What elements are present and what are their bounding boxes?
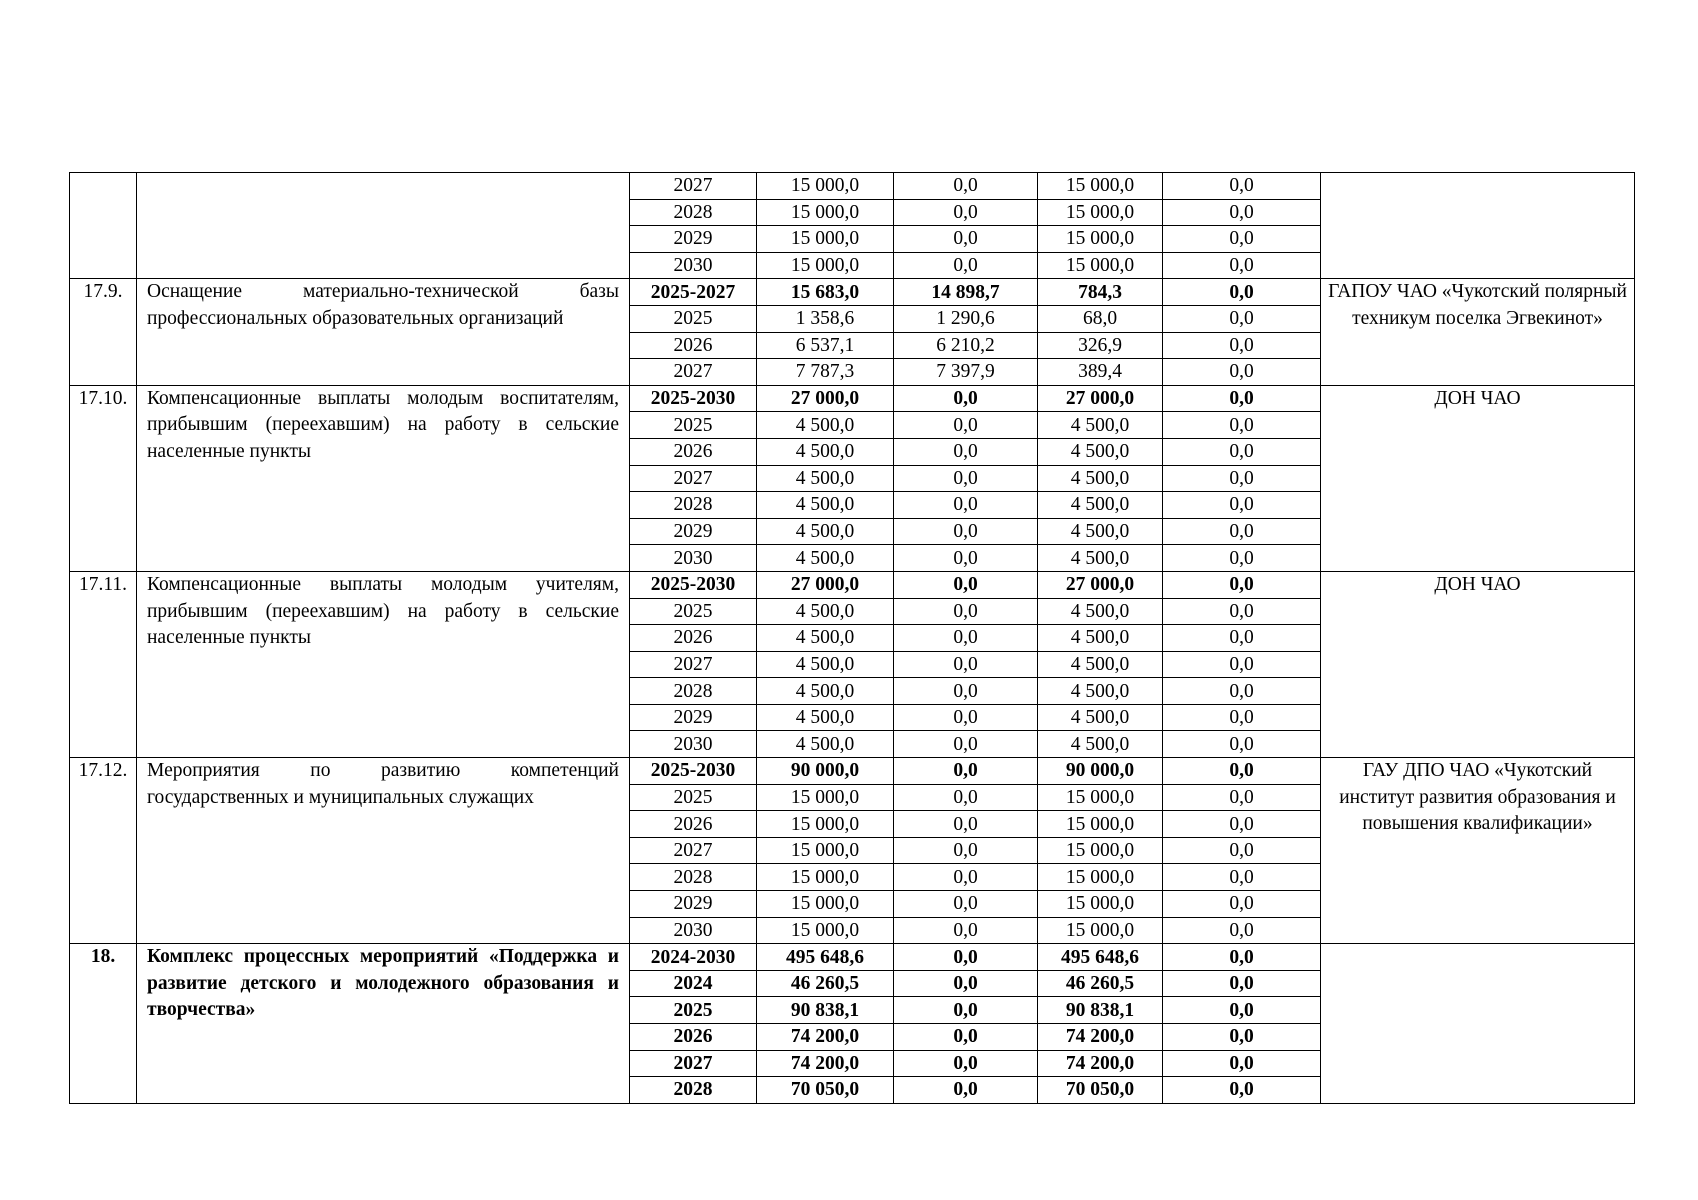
other-sources-cell: 0,0 [1163, 1050, 1321, 1077]
period-cell: 2029 [630, 704, 757, 731]
other-sources-cell: 0,0 [1163, 359, 1321, 386]
total-cell: 4 500,0 [757, 518, 894, 545]
regional-budget-cell: 15 000,0 [1038, 173, 1163, 200]
regional-budget-cell: 74 200,0 [1038, 1050, 1163, 1077]
federal-budget-cell: 0,0 [894, 226, 1038, 253]
regional-budget-cell: 70 050,0 [1038, 1077, 1163, 1104]
period-cell: 2025 [630, 412, 757, 439]
other-sources-cell: 0,0 [1163, 997, 1321, 1024]
other-sources-cell: 0,0 [1163, 305, 1321, 332]
period-cell: 2025 [630, 598, 757, 625]
total-cell: 4 500,0 [757, 704, 894, 731]
federal-budget-cell: 0,0 [894, 997, 1038, 1024]
regional-budget-cell: 90 838,1 [1038, 997, 1163, 1024]
regional-budget-cell: 389,4 [1038, 359, 1163, 386]
federal-budget-cell: 0,0 [894, 252, 1038, 279]
total-cell: 4 500,0 [757, 412, 894, 439]
activity-name [137, 173, 630, 279]
federal-budget-cell: 0,0 [894, 704, 1038, 731]
regional-budget-cell: 4 500,0 [1038, 492, 1163, 519]
federal-budget-cell: 0,0 [894, 1050, 1038, 1077]
activity-name: Оснащение материально-технической базы профессиональных образовательных организаций [137, 279, 630, 385]
other-sources-cell: 0,0 [1163, 811, 1321, 838]
regional-budget-cell: 15 000,0 [1038, 891, 1163, 918]
total-cell: 495 648,6 [757, 944, 894, 971]
other-sources-cell: 0,0 [1163, 598, 1321, 625]
row-number: 17.11. [70, 571, 137, 757]
period-cell: 2030 [630, 731, 757, 758]
period-cell: 2025 [630, 997, 757, 1024]
table-row [70, 173, 1635, 200]
total-cell: 27 000,0 [757, 385, 894, 412]
total-cell: 15 000,0 [757, 173, 894, 200]
period-cell: 2024 [630, 970, 757, 997]
responsible-executor: ДОН ЧАО [1321, 571, 1635, 757]
responsible-executor [1321, 944, 1635, 1104]
other-sources-cell: 0,0 [1163, 944, 1321, 971]
federal-budget-cell: 0,0 [894, 758, 1038, 785]
regional-budget-cell: 27 000,0 [1038, 385, 1163, 412]
period-cell: 2025-2030 [630, 571, 757, 598]
period-cell: 2030 [630, 545, 757, 572]
table-row [70, 279, 1635, 306]
federal-budget-cell: 0,0 [894, 944, 1038, 971]
regional-budget-cell: 4 500,0 [1038, 704, 1163, 731]
other-sources-cell: 0,0 [1163, 571, 1321, 598]
other-sources-cell: 0,0 [1163, 412, 1321, 439]
responsible-executor: ДОН ЧАО [1321, 385, 1635, 571]
regional-budget-cell: 326,9 [1038, 332, 1163, 359]
federal-budget-cell: 0,0 [894, 651, 1038, 678]
period-cell: 2029 [630, 518, 757, 545]
period-cell: 2029 [630, 226, 757, 253]
regional-budget-cell: 15 000,0 [1038, 226, 1163, 253]
activity-name: Комплекс процессных мероприятий «Поддержка и развитие детского и молодежного образования и творчества» [137, 944, 630, 1104]
period-cell: 2028 [630, 864, 757, 891]
regional-budget-cell: 4 500,0 [1038, 625, 1163, 652]
total-cell: 15 000,0 [757, 891, 894, 918]
table-row [70, 944, 1635, 971]
total-cell: 4 500,0 [757, 492, 894, 519]
other-sources-cell: 0,0 [1163, 891, 1321, 918]
table-row [70, 385, 1635, 412]
federal-budget-cell: 0,0 [894, 784, 1038, 811]
federal-budget-cell: 0,0 [894, 891, 1038, 918]
total-cell: 15 000,0 [757, 199, 894, 226]
total-cell: 74 200,0 [757, 1024, 894, 1051]
regional-budget-cell: 4 500,0 [1038, 598, 1163, 625]
period-cell: 2026 [630, 438, 757, 465]
federal-budget-cell: 0,0 [894, 492, 1038, 519]
federal-budget-cell: 0,0 [894, 1024, 1038, 1051]
federal-budget-cell: 7 397,9 [894, 359, 1038, 386]
total-cell: 15 000,0 [757, 252, 894, 279]
federal-budget-cell: 0,0 [894, 864, 1038, 891]
responsible-executor: ГАПОУ ЧАО «Чукотский полярный техникум поселка Эгвекинот» [1321, 279, 1635, 385]
regional-budget-cell: 27 000,0 [1038, 571, 1163, 598]
regional-budget-cell: 46 260,5 [1038, 970, 1163, 997]
total-cell: 15 000,0 [757, 811, 894, 838]
other-sources-cell: 0,0 [1163, 784, 1321, 811]
regional-budget-cell: 4 500,0 [1038, 678, 1163, 705]
total-cell: 15 683,0 [757, 279, 894, 306]
total-cell: 4 500,0 [757, 625, 894, 652]
period-cell: 2030 [630, 252, 757, 279]
total-cell: 15 000,0 [757, 837, 894, 864]
total-cell: 90 000,0 [757, 758, 894, 785]
federal-budget-cell: 0,0 [894, 678, 1038, 705]
federal-budget-cell: 0,0 [894, 545, 1038, 572]
total-cell: 15 000,0 [757, 864, 894, 891]
federal-budget-cell: 0,0 [894, 917, 1038, 944]
total-cell: 4 500,0 [757, 465, 894, 492]
period-cell: 2025 [630, 305, 757, 332]
federal-budget-cell: 0,0 [894, 1077, 1038, 1104]
total-cell: 4 500,0 [757, 731, 894, 758]
period-cell: 2026 [630, 811, 757, 838]
other-sources-cell: 0,0 [1163, 199, 1321, 226]
period-cell: 2026 [630, 332, 757, 359]
other-sources-cell: 0,0 [1163, 518, 1321, 545]
period-cell: 2028 [630, 492, 757, 519]
period-cell: 2027 [630, 465, 757, 492]
other-sources-cell: 0,0 [1163, 1077, 1321, 1104]
total-cell: 1 358,6 [757, 305, 894, 332]
federal-budget-cell: 0,0 [894, 412, 1038, 439]
other-sources-cell: 0,0 [1163, 545, 1321, 572]
total-cell: 4 500,0 [757, 545, 894, 572]
activity-name: Компенсационные выплаты молодым учителям, прибывшим (переехавшим) на работу в сельские населенные пункты [137, 571, 630, 757]
federal-budget-cell: 0,0 [894, 571, 1038, 598]
period-cell: 2025-2027 [630, 279, 757, 306]
federal-budget-cell: 0,0 [894, 173, 1038, 200]
row-number: 18. [70, 944, 137, 1104]
table-row [70, 758, 1635, 785]
federal-budget-cell: 0,0 [894, 731, 1038, 758]
period-cell: 2027 [630, 1050, 757, 1077]
total-cell: 6 537,1 [757, 332, 894, 359]
regional-budget-cell: 4 500,0 [1038, 518, 1163, 545]
federal-budget-cell: 0,0 [894, 837, 1038, 864]
period-cell: 2028 [630, 678, 757, 705]
other-sources-cell: 0,0 [1163, 917, 1321, 944]
regional-budget-cell: 4 500,0 [1038, 651, 1163, 678]
total-cell: 46 260,5 [757, 970, 894, 997]
period-cell: 2025-2030 [630, 385, 757, 412]
federal-budget-cell: 1 290,6 [894, 305, 1038, 332]
federal-budget-cell: 6 210,2 [894, 332, 1038, 359]
period-cell: 2025-2030 [630, 758, 757, 785]
budget-table [69, 172, 1635, 1104]
period-cell: 2028 [630, 199, 757, 226]
federal-budget-cell: 0,0 [894, 438, 1038, 465]
other-sources-cell: 0,0 [1163, 385, 1321, 412]
other-sources-cell: 0,0 [1163, 465, 1321, 492]
table-row [70, 571, 1635, 598]
regional-budget-cell: 4 500,0 [1038, 545, 1163, 572]
total-cell: 4 500,0 [757, 678, 894, 705]
row-number [70, 173, 137, 279]
total-cell: 4 500,0 [757, 598, 894, 625]
federal-budget-cell: 14 898,7 [894, 279, 1038, 306]
regional-budget-cell: 15 000,0 [1038, 917, 1163, 944]
other-sources-cell: 0,0 [1163, 226, 1321, 253]
regional-budget-cell: 15 000,0 [1038, 811, 1163, 838]
total-cell: 4 500,0 [757, 651, 894, 678]
regional-budget-cell: 15 000,0 [1038, 837, 1163, 864]
federal-budget-cell: 0,0 [894, 465, 1038, 492]
total-cell: 4 500,0 [757, 438, 894, 465]
other-sources-cell: 0,0 [1163, 970, 1321, 997]
responsible-executor: ГАУ ДПО ЧАО «Чукотский институт развития образования и повышения квалификации» [1321, 758, 1635, 944]
period-cell: 2026 [630, 1024, 757, 1051]
federal-budget-cell: 0,0 [894, 811, 1038, 838]
regional-budget-cell: 784,3 [1038, 279, 1163, 306]
period-cell: 2030 [630, 917, 757, 944]
other-sources-cell: 0,0 [1163, 731, 1321, 758]
federal-budget-cell: 0,0 [894, 598, 1038, 625]
row-number: 17.9. [70, 279, 137, 385]
federal-budget-cell: 0,0 [894, 199, 1038, 226]
total-cell: 15 000,0 [757, 226, 894, 253]
other-sources-cell: 0,0 [1163, 1024, 1321, 1051]
total-cell: 15 000,0 [757, 784, 894, 811]
regional-budget-cell: 15 000,0 [1038, 784, 1163, 811]
other-sources-cell: 0,0 [1163, 864, 1321, 891]
other-sources-cell: 0,0 [1163, 252, 1321, 279]
regional-budget-cell: 495 648,6 [1038, 944, 1163, 971]
regional-budget-cell: 15 000,0 [1038, 864, 1163, 891]
period-cell: 2027 [630, 359, 757, 386]
federal-budget-cell: 0,0 [894, 518, 1038, 545]
period-cell: 2029 [630, 891, 757, 918]
regional-budget-cell: 4 500,0 [1038, 412, 1163, 439]
other-sources-cell: 0,0 [1163, 651, 1321, 678]
total-cell: 27 000,0 [757, 571, 894, 598]
period-cell: 2024-2030 [630, 944, 757, 971]
regional-budget-cell: 15 000,0 [1038, 252, 1163, 279]
period-cell: 2026 [630, 625, 757, 652]
total-cell: 70 050,0 [757, 1077, 894, 1104]
other-sources-cell: 0,0 [1163, 332, 1321, 359]
row-number: 17.10. [70, 385, 137, 571]
federal-budget-cell: 0,0 [894, 970, 1038, 997]
other-sources-cell: 0,0 [1163, 837, 1321, 864]
regional-budget-cell: 4 500,0 [1038, 731, 1163, 758]
regional-budget-cell: 4 500,0 [1038, 465, 1163, 492]
regional-budget-cell: 15 000,0 [1038, 199, 1163, 226]
period-cell: 2027 [630, 651, 757, 678]
federal-budget-cell: 0,0 [894, 385, 1038, 412]
other-sources-cell: 0,0 [1163, 438, 1321, 465]
federal-budget-cell: 0,0 [894, 625, 1038, 652]
other-sources-cell: 0,0 [1163, 704, 1321, 731]
activity-name: Компенсационные выплаты молодым воспитателям, прибывшим (переехавшим) на работу в сельские населенные пункты [137, 385, 630, 571]
other-sources-cell: 0,0 [1163, 625, 1321, 652]
period-cell: 2027 [630, 837, 757, 864]
other-sources-cell: 0,0 [1163, 279, 1321, 306]
responsible-executor [1321, 173, 1635, 279]
regional-budget-cell: 4 500,0 [1038, 438, 1163, 465]
other-sources-cell: 0,0 [1163, 758, 1321, 785]
total-cell: 7 787,3 [757, 359, 894, 386]
total-cell: 15 000,0 [757, 917, 894, 944]
period-cell: 2028 [630, 1077, 757, 1104]
period-cell: 2027 [630, 173, 757, 200]
total-cell: 74 200,0 [757, 1050, 894, 1077]
regional-budget-cell: 68,0 [1038, 305, 1163, 332]
activity-name: Мероприятия по развитию компетенций государственных и муниципальных служащих [137, 758, 630, 944]
other-sources-cell: 0,0 [1163, 678, 1321, 705]
total-cell: 90 838,1 [757, 997, 894, 1024]
other-sources-cell: 0,0 [1163, 173, 1321, 200]
period-cell: 2025 [630, 784, 757, 811]
other-sources-cell: 0,0 [1163, 492, 1321, 519]
regional-budget-cell: 74 200,0 [1038, 1024, 1163, 1051]
regional-budget-cell: 90 000,0 [1038, 758, 1163, 785]
row-number: 17.12. [70, 758, 137, 944]
